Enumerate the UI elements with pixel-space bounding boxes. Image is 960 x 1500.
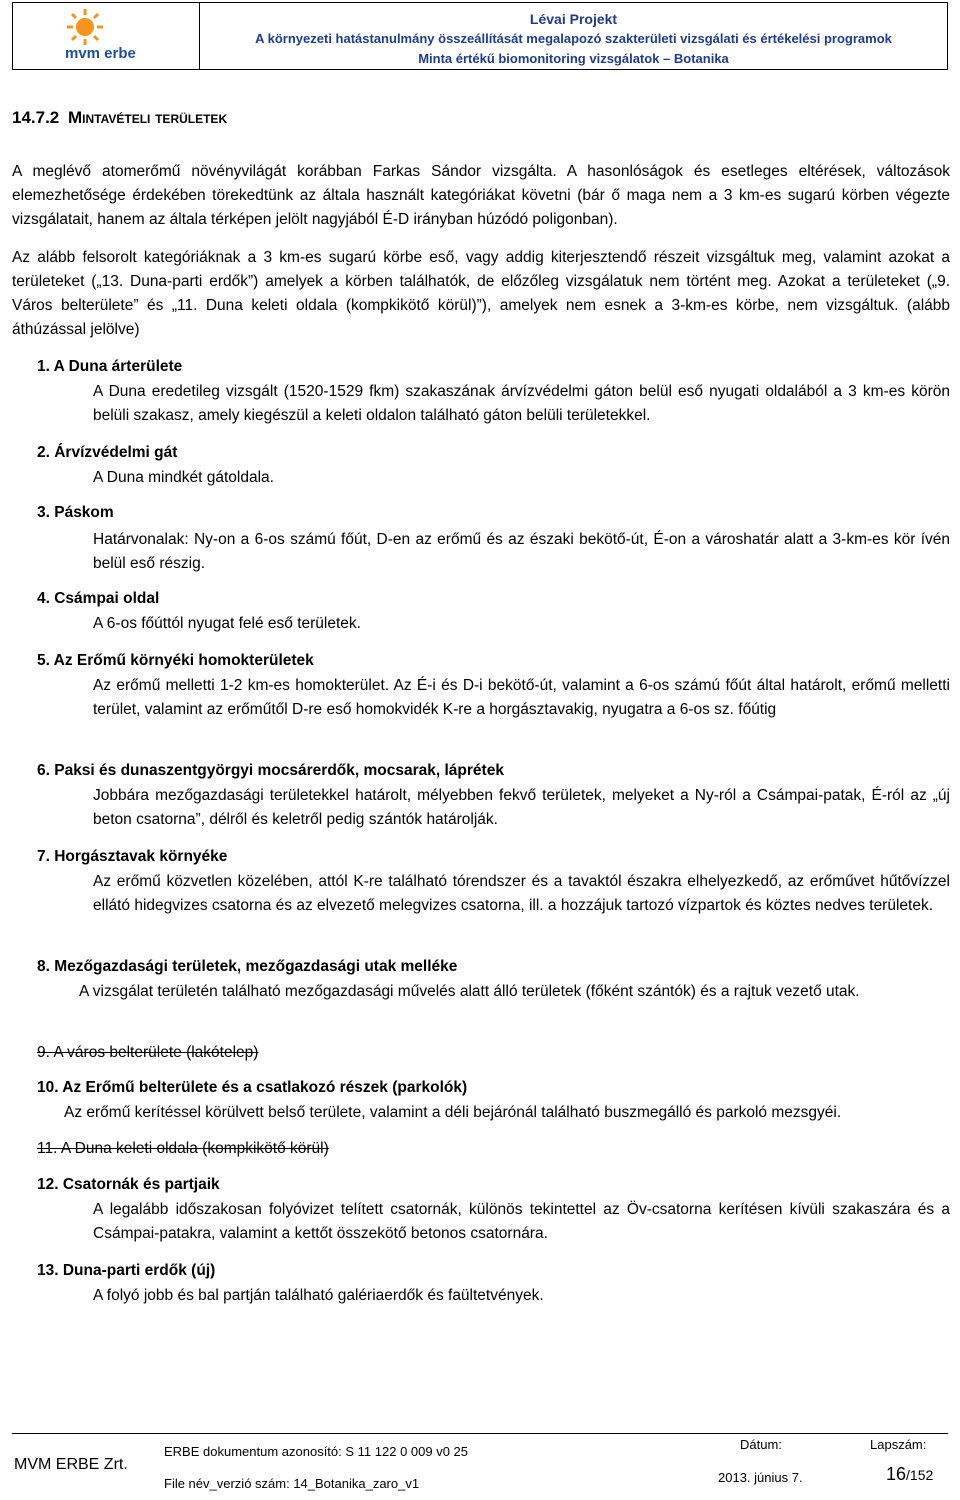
category-description: A folyó jobb és bal partján található galériaerdők és faültetvények. xyxy=(93,1287,544,1304)
category-heading: 6. Paksi és dunaszentgyörgyi mocsárerdők, mocsarak, láprétek xyxy=(37,762,504,779)
category-description: Az erőmű kerítéssel körülvett belső területe, valamint a déli bejárónál található buszmegálló és parkoló mezsgyéi. xyxy=(64,1104,842,1121)
category-heading: 9. A város belterülete (lakótelep) xyxy=(37,1044,259,1061)
category-description: A legalább időszakosan folyóvizet telített csatornák, különös tekintettel az Öv-csatorna kerítésen kívüli szakaszára és a Csámpai-patakra, valamint a kettőt összekötő betonos csatornára. xyxy=(93,1201,950,1242)
category-description: Az erőmű közvetlen közelében, attól K-re található tórendszer és a tavaktól északra elhelyezkedő, az erőművet hűtővízzel ellátó hidegvizes csatorna és az elvezető melegvizes csatorna, ill. a hozzájuk tartozó vízpartok és köztes nedves területek. xyxy=(93,873,950,914)
category-description: A vizsgálat területén található mezőgazdasági művelés alatt álló területek (főként szántók) és a rajtuk vezető utak. xyxy=(79,983,860,1000)
category-heading: 12. Csatornák és partjaik xyxy=(37,1176,220,1193)
study-title: Minta értékű biomonitoring vizsgálatok – Botanika xyxy=(418,51,729,66)
footer-page-number xyxy=(886,1464,933,1485)
intro-paragraph: A meglévő atomerőmű növényvilágát korábban Farkas Sándor vizsgálta. A hasonlóságok és esetleges eltérések, változások elemezhetősége érdekében törekedtünk az általa használt kategóriákat követni (bár ő maga nem a 3 km-es sugarú körben végezte vizsgálatait, hanem az általa térképen jelölt nagyjából É-D irányban húzódó poligonban). xyxy=(12,163,950,228)
category-description: Határvonalak: Ny-on a 6-os számú főút, D-en az erőmű és az északi bekötő-út, É-on a városhatár alatt a 3-km-es kör ívén belül eső részig. xyxy=(93,531,950,572)
footer-page-label: Lapszám: xyxy=(870,1437,927,1452)
logo-text: mvm erbe xyxy=(65,45,136,62)
scope-paragraph: Az alább felsorolt kategóriáknak a 3 km-es sugarú körbe eső, vagy addig kiterjesztendő részeit vizsgáltuk meg, valamint azokat a területeket („13. Duna-parti erdők”) amelyek a körben találhatók, de előzőleg vizsgálatuk nem történt meg. Azokat a területeket („9. Város belterülete” és „11. Duna keleti oldala (kompkikötő körül)”), amelyek nem esnek a 3-km-es körbe, nem vizsgáltuk. (alább áthúzással jelölve) xyxy=(12,249,950,338)
company-logo xyxy=(13,3,200,69)
category-description: Jobbára mezőgazdasági területekkel határolt, mélyebben fekvő területek, melyeket a Ny-ról a Csámpai-patak, É-ról az „új beton csatorna”, délről és keletről pedig szántók határolják. xyxy=(93,787,950,828)
category-heading: 4. Csámpai oldal xyxy=(37,590,160,607)
project-name: Lévai Projekt xyxy=(529,11,618,27)
category-heading: 5. Az Erőmű környéki homokterületek xyxy=(37,652,314,669)
category-heading: 13. Duna-parti erdők (új) xyxy=(37,1262,216,1279)
category-heading: 1. A Duna árterülete xyxy=(37,358,183,375)
category-heading: 7. Horgásztavak környéke xyxy=(37,848,228,865)
section-number: 14.7.2 xyxy=(12,108,60,127)
category-heading: 8. Mezőgazdasági területek, mezőgazdasági utak melléke xyxy=(37,958,458,975)
footer-page: 16 xyxy=(886,1464,907,1484)
footer-file-name: File név_verzió szám: 14_Botanika_zaro_v1 xyxy=(164,1476,420,1491)
section-heading xyxy=(12,108,227,128)
page-header xyxy=(12,2,948,70)
footer-company: MVM ERBE Zrt. xyxy=(14,1456,128,1473)
footer-pages-total: /152 xyxy=(906,1467,934,1483)
category-heading: 10. Az Erőmű belterülete és a csatlakozó részek (parkolók) xyxy=(37,1079,468,1096)
category-description: A Duna eredetileg vizsgált (1520-1529 fkm) szakaszának árvízvédelmi gáton belül eső nyugati oldalából a 3 km-es körön belüli szakasz, amely kiegészül a keleti oldalon található gáton belüli területekkel. xyxy=(93,383,950,424)
category-description: Az erőmű melletti 1-2 km-es homokterület. Az É-i és D-i bekötő-út, valamint a 6-os számú főút által határolt, erőmű melletti terület, valamint az erőműtől D-re eső homokvidék K-re a horgásztavakig, nyugatra a 6-os sz. főútig xyxy=(93,677,950,718)
category-heading: 2. Árvízvédelmi gát xyxy=(37,444,178,461)
page-footer xyxy=(12,1433,948,1498)
footer-date-label: Dátum: xyxy=(740,1437,782,1452)
category-heading: 3. Páskom xyxy=(37,504,114,521)
footer-date: 2013. június 7. xyxy=(718,1470,803,1485)
category-description: A 6-os főúttól nyugat felé eső területek. xyxy=(93,615,361,632)
program-title: A környezeti hatástanulmány összeállítását megalapozó szakterületi vizsgálati és értékelési programok xyxy=(255,31,892,46)
section-title: Mintavételi területek xyxy=(68,108,228,127)
category-description: A Duna mindkét gátoldala. xyxy=(93,469,274,486)
footer-doc-id: ERBE dokumentum azonosító: S 11 122 0 009 v0 25 xyxy=(164,1444,469,1459)
category-heading: 11. A Duna keleti oldala (kompkikötő körül) xyxy=(37,1140,329,1157)
